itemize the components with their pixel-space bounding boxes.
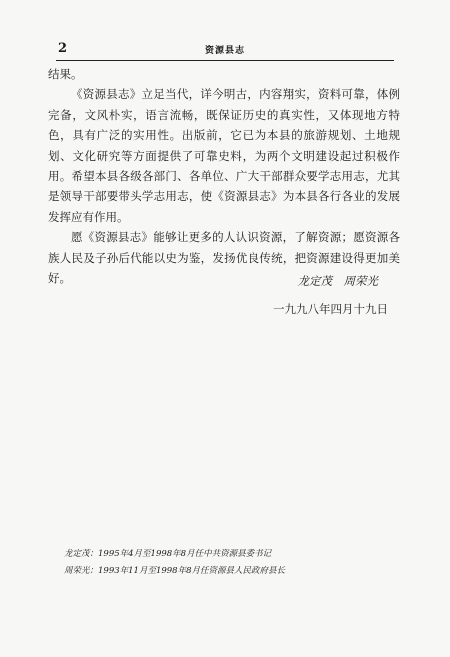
- body-text: [48, 64, 400, 288]
- signature-date: 一九九八年四月十九日: [273, 302, 388, 316]
- header-rule: [56, 60, 394, 61]
- page-number: 2: [58, 41, 68, 56]
- signature-names: 龙定茂 周荣光: [297, 274, 378, 288]
- footnote: 周荣光：1993年11月至1998年8月任资源县人民政府县长: [64, 566, 285, 576]
- footnote: 龙定茂：1995年4月至1998年8月任中共资源县委书记: [64, 549, 272, 559]
- paragraph: 《资源县志》立足当代，详今明古，内容翔实，资料可靠，体例完备，文风朴实，语言流畅，既保证历史的真实性，又体现地方特色，具有广泛的实用性。出版前，它已为本县的旅游规划、土地规划、文化研究等方面提供了可靠史料，为两个文明建设起过积极作用。希望本县各级各部门、各单位、广大干部群众要学志用志，尤其是领导干部要带头学志用志，使《资源县志》为本县各行各业的发展发挥应有作用。: [48, 87, 400, 224]
- footnotes: [64, 546, 285, 580]
- paragraph-continuation: 结果。: [48, 67, 83, 81]
- running-title: 资源县志: [204, 46, 245, 56]
- paragraph: 愿《资源县志》能够让更多的人认识资源，了解资源；愿资源各族人民及子孙后代能以史为鉴，发扬优良传统，把资源建设得更加美好。: [48, 230, 400, 286]
